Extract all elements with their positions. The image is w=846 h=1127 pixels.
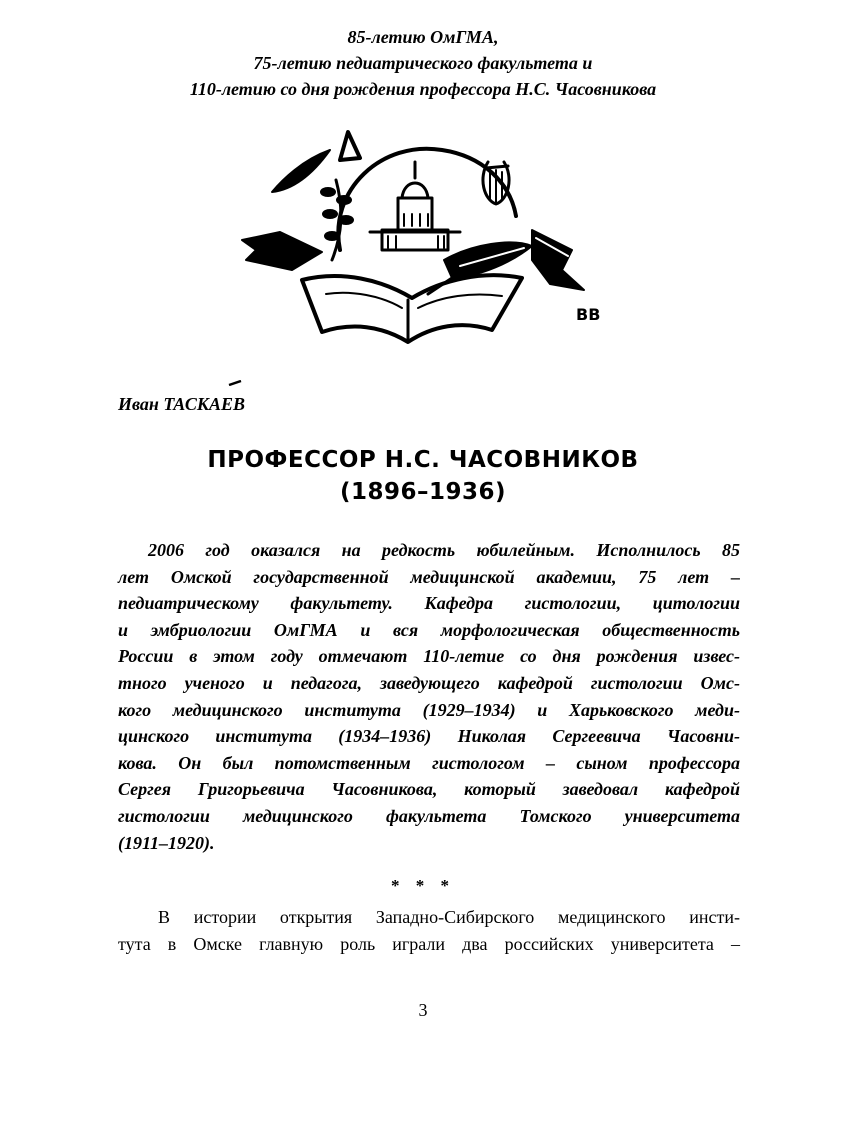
dedication-line: 85-летию ОмГМА,: [347, 27, 499, 47]
abstract-line: (1911–1920).: [118, 832, 215, 853]
abstract-line: и эмбриологии ОмГМА и вся морфологическая общественность: [118, 619, 740, 640]
dedication-header: [0, 24, 846, 102]
academy-emblem-icon: [232, 120, 612, 370]
body-line: тута в Омске главную роль играли два российских университета –: [118, 934, 740, 954]
dedication-line: 75-летию педиатрического факультета и: [253, 53, 593, 73]
abstract-line: кого медицинского института (1929–1934) и Харьковского меди-: [118, 699, 740, 720]
abstract-line: гистологии медицинского факультета Томского университета: [118, 805, 740, 826]
abstract-paragraph: [118, 537, 740, 856]
title-years: (1896–1936): [339, 479, 507, 505]
abstract-line: лет Омской государственной медицинской академии, 75 лет –: [118, 566, 740, 587]
dedication-line: 110-летию со дня рождения профессора Н.С. Часовникова: [189, 79, 657, 99]
abstract-line: педиатрическому факультету. Кафедра гистологии, цитологии: [118, 593, 740, 614]
stress-mark: [228, 380, 242, 386]
abstract-line: кова. Он был потомственным гистологом – сыном профессора: [118, 752, 740, 773]
emblem-monogram: ВВ: [576, 305, 601, 324]
body-paragraph: [118, 904, 740, 958]
body-line: В истории открытия Западно-Сибирского медицинского инсти-: [158, 907, 740, 927]
abstract-line: тного ученого и педагога, заведующего кафедрой гистологии Омс-: [118, 672, 740, 693]
title-line: ПРОФЕССОР Н.С. ЧАСОВНИКОВ: [207, 447, 639, 473]
section-separator: * * *: [391, 876, 455, 895]
article-title: [0, 444, 846, 508]
page-number: 3: [418, 1000, 428, 1020]
abstract-line: России в этом году отмечают 110-летие со дня рождения извес-: [118, 646, 740, 667]
abstract-line: Сергея Григорьевича Часовникова, который заведовал кафедрой: [118, 779, 740, 800]
abstract-line: цинского института (1934–1936) Николая Сергеевича Часовни-: [118, 726, 740, 747]
abstract-line: 2006 год оказался на редкость юбилейным. Исполнилось 85: [148, 540, 740, 560]
author-name: Иван ТАСКАЕВ: [118, 394, 246, 414]
